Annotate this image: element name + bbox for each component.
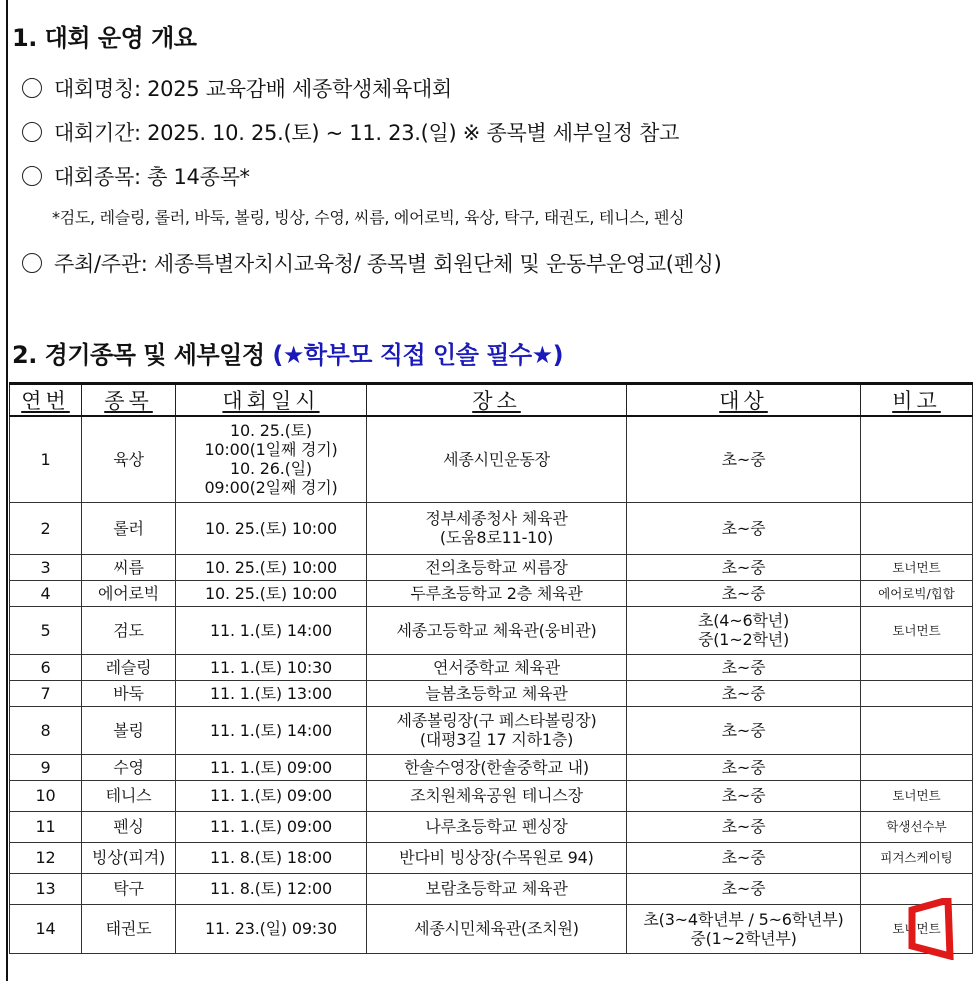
cell-no: 11 <box>10 811 82 842</box>
cell-no: 10 <box>10 780 82 811</box>
table-row <box>10 754 973 780</box>
circle-bullet-icon <box>22 253 42 273</box>
red-page-logo-icon <box>906 898 956 960</box>
cell-target: 초~중 <box>627 754 861 780</box>
cell-datetime: 11. 1.(토) 10:30 <box>176 654 367 680</box>
table-row <box>10 811 973 842</box>
cell-no: 8 <box>10 706 82 754</box>
cell-datetime: 11. 23.(일) 09:30 <box>176 904 367 953</box>
cell-datetime: 11. 8.(토) 18:00 <box>176 842 367 873</box>
cell-remarks: 에어로빅/힙합 <box>861 580 973 606</box>
table-header-row <box>10 384 973 417</box>
cell-datetime: 10. 25.(토) 10:00(1일째 경기) 10. 26.(일) 09:00(2일째 경기) <box>176 416 367 502</box>
circle-bullet-icon <box>22 166 42 186</box>
cell-sport: 태권도 <box>82 904 176 953</box>
cell-sport: 롤러 <box>82 502 176 554</box>
cell-target: 초~중 <box>627 580 861 606</box>
cell-target: 초~중 <box>627 811 861 842</box>
cell-venue: 조치원체육공원 테니스장 <box>367 780 627 811</box>
cell-no: 14 <box>10 904 82 953</box>
cell-sport: 검도 <box>82 606 176 654</box>
cell-venue: 세종시민운동장 <box>367 416 627 502</box>
cell-remarks <box>861 754 973 780</box>
table-row <box>10 780 973 811</box>
cell-no: 13 <box>10 873 82 904</box>
section2-title: 2. 경기종목 및 세부일정 (★학부모 직접 인솔 필수★) <box>12 341 564 369</box>
cell-remarks <box>861 654 973 680</box>
cell-sport: 에어로빅 <box>82 580 176 606</box>
cell-remarks <box>861 416 973 502</box>
cell-datetime: 11. 8.(토) 12:00 <box>176 873 367 904</box>
cell-datetime: 11. 1.(토) 14:00 <box>176 606 367 654</box>
cell-venue: 한솔수영장(한솔중학교 내) <box>367 754 627 780</box>
circle-bullet-icon <box>22 78 42 98</box>
table-row <box>10 842 973 873</box>
cell-venue: 두루초등학교 2층 체육관 <box>367 580 627 606</box>
header-sport: 종목 <box>82 384 176 417</box>
cell-target: 초~중 <box>627 873 861 904</box>
cell-remarks: 토너먼트 <box>861 904 973 953</box>
sports-list-note: *검도, 레슬링, 롤러, 바둑, 볼링, 빙상, 수영, 씨름, 에어로빅, 육상, 탁구, 태권도, 테니스, 펜싱 <box>52 208 685 227</box>
cell-venue: 세종시민체육관(조치원) <box>367 904 627 953</box>
header-venue: 장소 <box>367 384 627 417</box>
cell-target: 초~중 <box>627 706 861 754</box>
cell-no: 5 <box>10 606 82 654</box>
cell-datetime: 10. 25.(토) 10:00 <box>176 554 367 580</box>
cell-target: 초(3~4학년부 / 5~6학년부) 중(1~2학년부) <box>627 904 861 953</box>
cell-no: 7 <box>10 680 82 706</box>
cell-venue: 반다비 빙상장(수목원로 94) <box>367 842 627 873</box>
cell-target: 초~중 <box>627 554 861 580</box>
left-border <box>6 0 8 981</box>
cell-no: 2 <box>10 502 82 554</box>
cell-datetime: 10. 25.(토) 10:00 <box>176 580 367 606</box>
table-row <box>10 654 973 680</box>
circle-bullet-icon <box>22 122 42 142</box>
cell-no: 1 <box>10 416 82 502</box>
cell-remarks: 피겨스케이팅 <box>861 842 973 873</box>
cell-sport: 빙상(피겨) <box>82 842 176 873</box>
schedule-table <box>9 382 973 954</box>
cell-no: 4 <box>10 580 82 606</box>
cell-datetime: 11. 1.(토) 14:00 <box>176 706 367 754</box>
cell-sport: 육상 <box>82 416 176 502</box>
cell-venue: 정부세종청사 체육관 (도움8로11-10) <box>367 502 627 554</box>
cell-datetime: 11. 1.(토) 09:00 <box>176 780 367 811</box>
cell-sport: 수영 <box>82 754 176 780</box>
cell-target: 초~중 <box>627 680 861 706</box>
bullet-organizer: 주최/주관: 세종특별자치시교육청/ 종목별 회원단체 및 운동부운영교(펜싱) <box>22 248 722 278</box>
cell-no: 12 <box>10 842 82 873</box>
cell-target: 초~중 <box>627 780 861 811</box>
cell-venue: 세종볼링장(구 페스타볼링장) (대평3길 17 지하1층) <box>367 706 627 754</box>
cell-no: 6 <box>10 654 82 680</box>
cell-datetime: 11. 1.(토) 09:00 <box>176 754 367 780</box>
table-row <box>10 680 973 706</box>
cell-target: 초~중 <box>627 502 861 554</box>
cell-no: 9 <box>10 754 82 780</box>
cell-sport: 씨름 <box>82 554 176 580</box>
cell-sport: 테니스 <box>82 780 176 811</box>
bullet-event-name: 대회명칭: 2025 교육감배 세종학생체육대회 <box>22 73 452 103</box>
cell-remarks: 토너먼트 <box>861 606 973 654</box>
cell-sport: 펜싱 <box>82 811 176 842</box>
cell-venue: 나루초등학교 펜싱장 <box>367 811 627 842</box>
cell-venue: 보람초등학교 체육관 <box>367 873 627 904</box>
table-row <box>10 606 973 654</box>
cell-remarks <box>861 502 973 554</box>
header-datetime: 대회일시 <box>176 384 367 417</box>
cell-remarks: 학생선수부 <box>861 811 973 842</box>
header-remarks: 비고 <box>861 384 973 417</box>
cell-datetime: 11. 1.(토) 13:00 <box>176 680 367 706</box>
table-row <box>10 873 973 904</box>
cell-remarks <box>861 706 973 754</box>
cell-target: 초~중 <box>627 654 861 680</box>
cell-no: 3 <box>10 554 82 580</box>
header-target: 대상 <box>627 384 861 417</box>
table-row <box>10 502 973 554</box>
table-row <box>10 580 973 606</box>
cell-target: 초~중 <box>627 842 861 873</box>
cell-venue: 연서중학교 체육관 <box>367 654 627 680</box>
bullet-event-period: 대회기간: 2025. 10. 25.(토) ~ 11. 23.(일) ※ 종목별 세부일정 참고 <box>22 117 679 147</box>
parent-escort-notice: (★학부모 직접 인솔 필수★) <box>272 341 564 369</box>
cell-remarks: 토너먼트 <box>861 554 973 580</box>
cell-venue: 전의초등학교 씨름장 <box>367 554 627 580</box>
cell-datetime: 11. 1.(토) 09:00 <box>176 811 367 842</box>
cell-sport: 바둑 <box>82 680 176 706</box>
cell-remarks: 토너먼트 <box>861 780 973 811</box>
cell-remarks <box>861 680 973 706</box>
cell-sport: 탁구 <box>82 873 176 904</box>
header-no: 연번 <box>10 384 82 417</box>
table-row <box>10 554 973 580</box>
cell-venue: 세종고등학교 체육관(웅비관) <box>367 606 627 654</box>
table-row <box>10 416 973 502</box>
table-row <box>10 904 973 953</box>
cell-sport: 레슬링 <box>82 654 176 680</box>
bullet-event-sports: 대회종목: 총 14종목* <box>22 161 250 191</box>
cell-target: 초(4~6학년) 중(1~2학년) <box>627 606 861 654</box>
table-row <box>10 706 973 754</box>
cell-target: 초~중 <box>627 416 861 502</box>
cell-sport: 볼링 <box>82 706 176 754</box>
cell-venue: 늘봄초등학교 체육관 <box>367 680 627 706</box>
cell-datetime: 10. 25.(토) 10:00 <box>176 502 367 554</box>
section1-title: 1. 대회 운영 개요 <box>12 24 197 52</box>
